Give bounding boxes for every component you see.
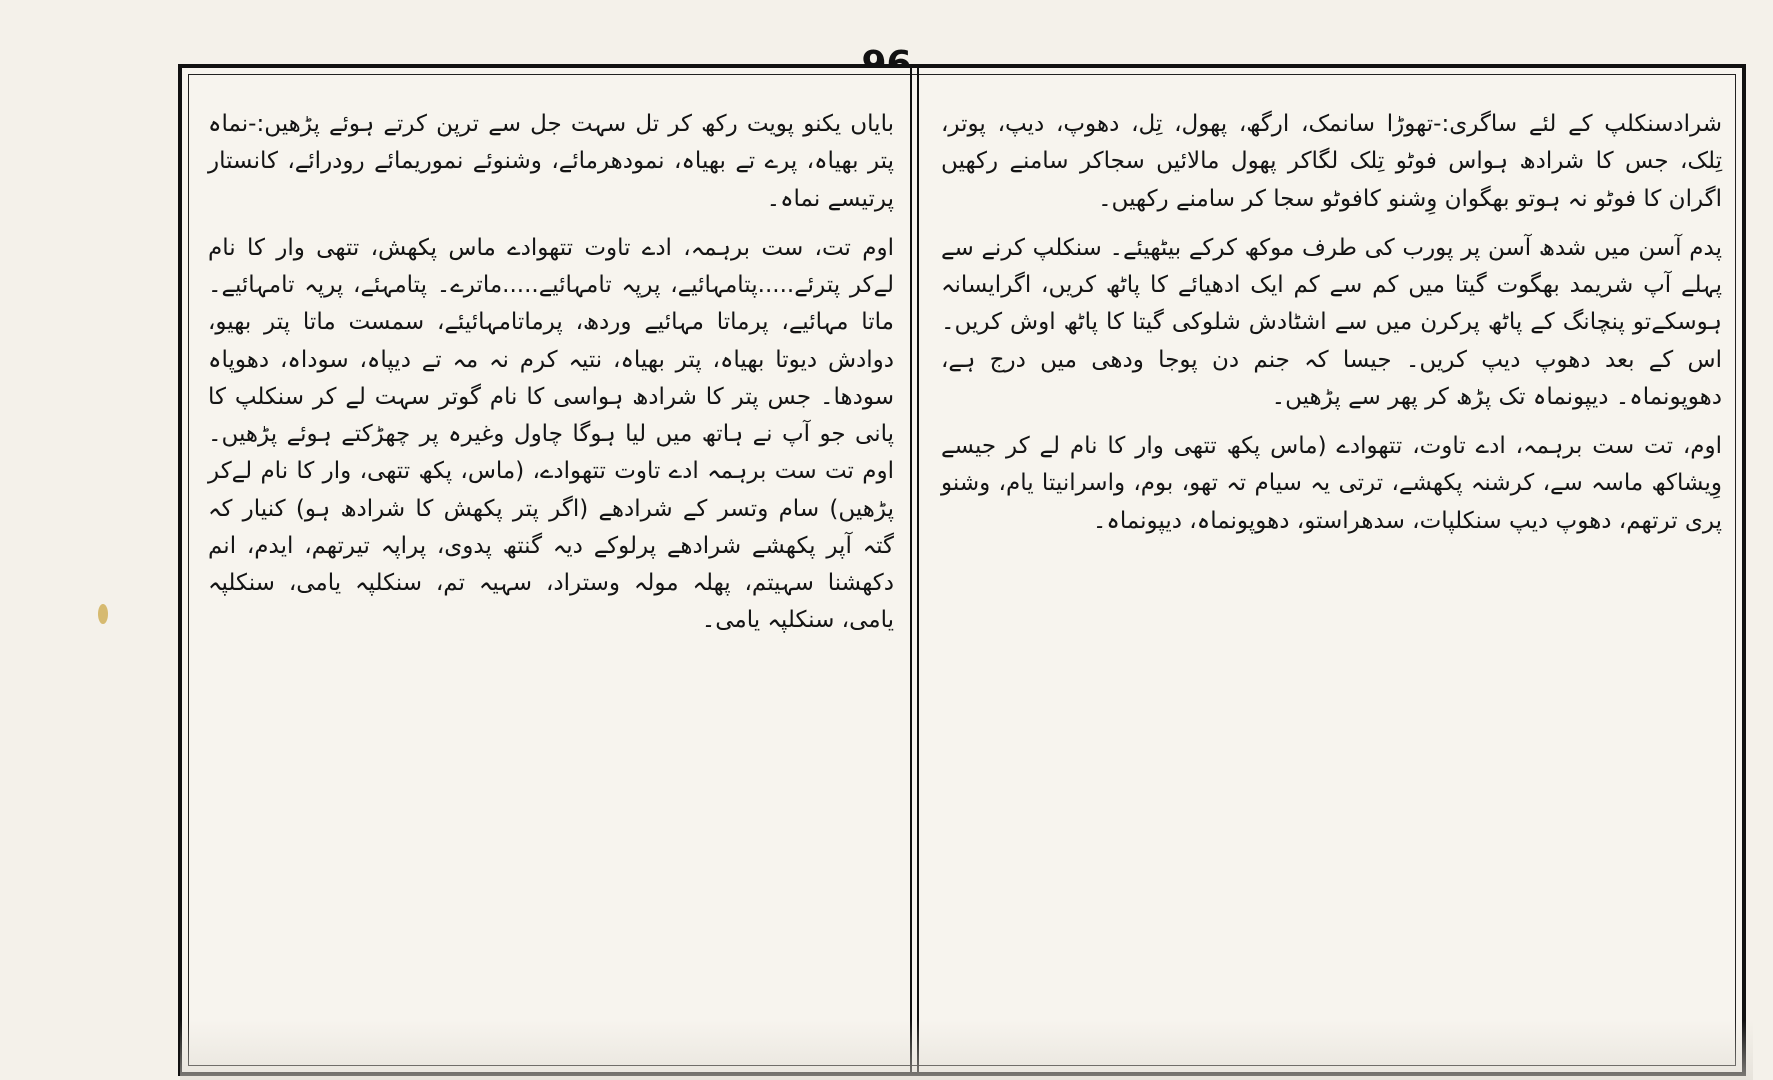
paper-stain [98,604,108,624]
right-paragraph-1: شرادسنکلپ کے لئے ساگری:-تھوڑا سانمک، ارگھ، پھول، تِل، دھوپ، دیپ، پوتر، تِلک، جس کا شرادھ ہواس فوٹو تِلک لگاکر پھول مالائیں سجاکر سامنے رکھیں اگران کا فوٹو نہ ہوتو بھگوان وِشنو کافوٹو سجا کر سامنے رکھیں۔ [941,111,1722,212]
left-paragraph-1: بایاں یکنو پویت رکھ کر تل سہت جل سے ترپن کرتے ہوئے پڑھیں:-نماہ پتر بھیاہ، پرے تے بھیاہ، نمودھرمائے، وشنوئے نموریمائے رودرائے، کانستار پرتیسے نماہ۔ [208,111,894,212]
left-paragraph-2: اوم تت، ست برہمہ، ادے تاوت تتھوادے ماس پکھش، تتھی وار کا نام لےکر پترئے.....پتامہائیے، پرپہ تامہائیے.....ماترے۔ پتامہئے، پرپہ تامہائیے۔ ماتا مہائیے، پرماتا مہائیے وردھ، پرماتامہائیئے، سمست ماتا پتر بھیو، دوادش دیوتا بھیاہ، پتر بھیاہ، نتیہ کرم نہ مہ تے دیپاہ، سوداہ، دھوپاہ سودھا۔ جس پتر کا شرادھ ہواسی کا نام گوتر سہت لے کر سنکلپ کا پانی جو آپ نے ہاتھ میں لیا ہوگا چاول وغیرہ پر چھڑکتے ہوئے پڑھیں۔ اوم تت ست برہمہ ادے تاوت تتھوادے، (ماس، پکھ تتھی، وار کا نام لےکر پڑھیں) سام وتسر کے شرادھے (اگر پتر پکھش کا شرادھ ہو) کنیار کہ گتہ آپر پکھشے شرادھے پرلوکے دیہ گنتھ پدوی، پراپہ تیرتھم، ایدم، انم دکھشنا سہیتم، پھلہ مولہ وستراد، سہیہ تم، سنکلپہ یامی، سنکلپہ یامی، سنکلپہ یامی۔ [208,234,894,634]
left-column [200,100,900,1060]
scan-bottom-shade [180,1020,1753,1080]
right-column [935,100,1730,1060]
right-paragraph-2: پدم آسن میں شدھ آسن پر پورب کی طرف موکھ کرکے بیٹھیئے۔ سنکلپ کرنے سے پہلے آپ شریمد بھگوت گیتا میں کم سے کم ایک ادھیائے کا پاٹھ کریں، اگرایسانہ ہوسکےتو پنچانگ کے پاٹھ پرکرن میں سے اشٹادش شلوکی گیتا کا پاٹھ اوش کریں۔ اس کے بعد دھوپ دیپ کریں۔ جیسا کہ جنم دن پوجا ودھی میں درج ہے، دھوپونماہ۔ دیپونماہ تک پڑھ کر پھر سے پڑھیں۔ [941,234,1722,410]
right-paragraph-3: اوم، تت ست برہمہ، ادے تاوت، تتھوادے (ماس پکھ تتھی وار کا نام لے کر جیسے وِیشاکھ ماسہ سے، کرشنہ پکھشے، ترتی یہ سیام تہ تھو، بوم، واسرانیتا یام، وشنو پری ترتھم، دھوپ دیپ سنکلپات، سدھراستو، دھوپونماہ، دیپونماہ۔ [941,433,1722,534]
column-divider [910,64,919,1076]
